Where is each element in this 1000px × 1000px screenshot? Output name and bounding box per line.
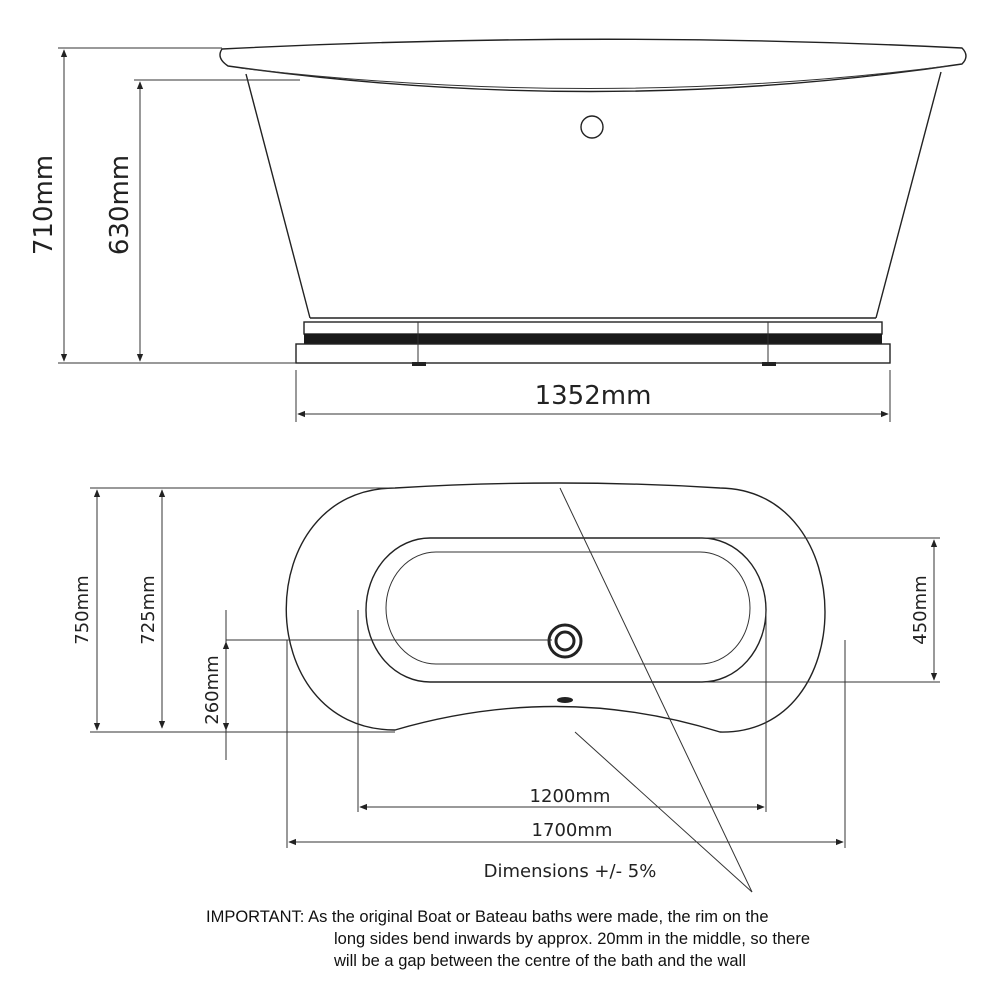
label-1200mm: 1200mm xyxy=(529,786,611,807)
label-450mm: 450mm xyxy=(910,575,931,645)
tolerance-label: Dimensions +/- 5% xyxy=(483,861,657,882)
label-260mm: 260mm xyxy=(202,655,223,725)
label-630mm: 630mm xyxy=(105,154,135,256)
important-note xyxy=(206,906,966,972)
top-view xyxy=(72,483,940,892)
overflow-hole xyxy=(581,116,603,138)
dim-basin-width xyxy=(700,538,940,682)
label-710mm: 710mm xyxy=(29,154,59,256)
label-1700mm: 1700mm xyxy=(531,820,613,841)
dim-body-height xyxy=(134,80,300,361)
note-line-1: IMPORTANT: As the original Boat or Bateau baths were made, the rim on the xyxy=(206,908,769,926)
bath-plinth xyxy=(296,318,890,366)
side-view xyxy=(29,39,966,422)
bath-outline-top xyxy=(286,483,825,732)
label-725mm: 725mm xyxy=(138,575,159,645)
basin-outer xyxy=(366,538,766,682)
label-750mm: 750mm xyxy=(72,575,93,645)
bath-body xyxy=(246,72,941,318)
dim-total-height xyxy=(58,48,296,363)
note-line-2: long sides bend inwards by approx. 20mm in the middle, so there xyxy=(334,930,811,948)
dim-waste-offset xyxy=(226,610,552,760)
tap-hole xyxy=(557,697,573,703)
waste-inner xyxy=(556,632,574,650)
bath-rim xyxy=(220,39,966,91)
note-line-3: will be a gap between the centre of the bath and the wall xyxy=(334,952,746,970)
label-1352mm: 1352mm xyxy=(534,381,652,411)
dim-overall-length xyxy=(287,640,845,848)
dim-overall-width xyxy=(90,488,395,732)
